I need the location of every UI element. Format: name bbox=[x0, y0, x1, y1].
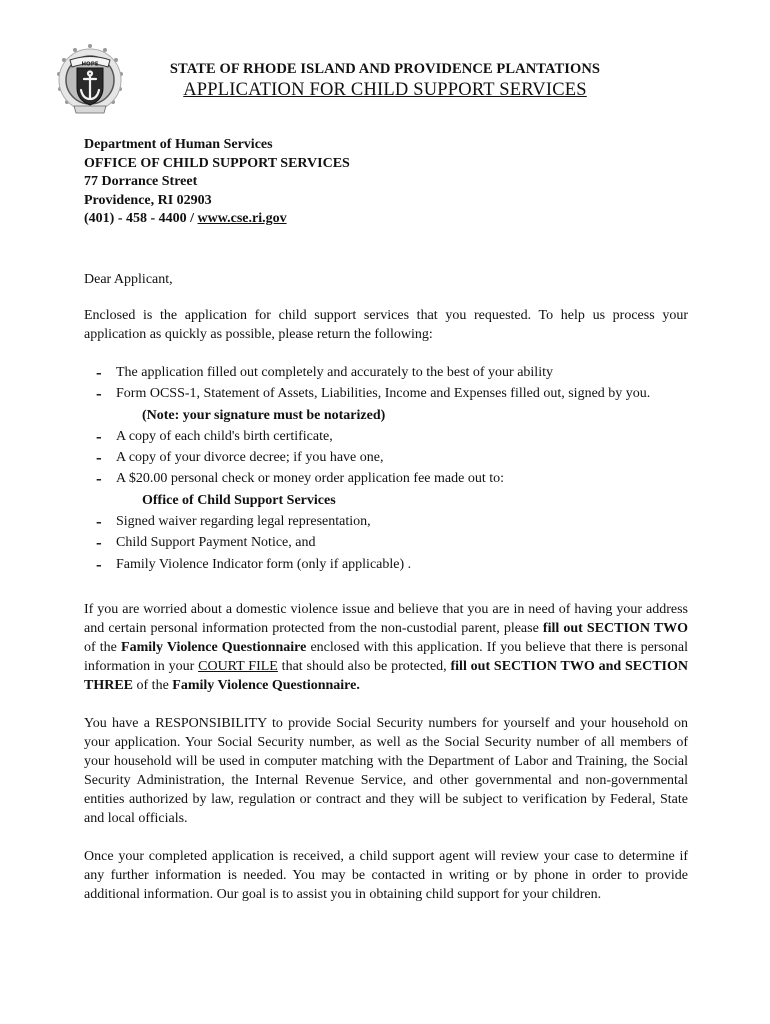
intro-paragraph: Enclosed is the application for child support services that you requested. To help us process your application as quickly as possible, please return the following: bbox=[84, 308, 688, 342]
ssn-responsibility-paragraph: You have a RESPONSIBILITY to provide Social Security numbers for yourself and your household on your application. Your Social Security number, as well as the Social Security number of all members of your household will be used in computer matching with the Department of Labor and Training, the Social Security Administration, the Internal Revenue Service, and other governmental and non-governmental entities authorized by law, regulation or contract and they will be subject to verification by Federal, State and local officials. bbox=[84, 716, 688, 826]
state-seal-anchor-icon bbox=[50, 38, 130, 120]
greeting: Dear Applicant, bbox=[84, 272, 173, 287]
list-item: - A copy of your divorce decree; if you have one, bbox=[96, 448, 384, 468]
bullet-dash: - bbox=[96, 363, 102, 382]
list-item: - Form OCSS-1, Statement of Assets, Liabilities, Income and Expenses filled out, signed by you. bbox=[96, 384, 651, 404]
website-link[interactable]: www.cse.ri.gov bbox=[197, 211, 287, 227]
bullet-dash: - bbox=[96, 469, 102, 489]
state-title: STATE OF RHODE ISLAND AND PROVIDENCE PLANTATIONS bbox=[169, 61, 601, 77]
application-title: APPLICATION FOR CHILD SUPPORT SERVICES bbox=[183, 80, 587, 100]
domestic-violence-paragraph: If you are worried about a domestic violence issue and believe that you are in need of having your address and certain personal information protected from the non-custodial parent, please fill out SECTION TWO of the Family Violence Questionnaire enclosed with this application. If you believe that there is personal information in your COURT FILE that should also be protected, fill out SECTION TWO and SECTION THREE of the Family Violence Questionnaire. bbox=[84, 602, 689, 693]
list-item: - Child Support Payment Notice, and bbox=[96, 533, 316, 553]
address-block bbox=[84, 136, 350, 229]
list-item: - Signed waiver regarding legal representation, bbox=[96, 512, 371, 532]
phone-number: (401) - 458 - 4400 / bbox=[84, 211, 198, 227]
office-name: OFFICE OF CHILD SUPPORT SERVICES bbox=[84, 155, 350, 171]
city-state-zip: Providence, RI 02903 bbox=[84, 192, 212, 208]
street-address: 77 Dorrance Street bbox=[84, 174, 198, 190]
bullet-dash: - bbox=[96, 426, 102, 446]
list-item-note: (Note: your signature must be notarized) bbox=[142, 407, 386, 423]
bullet-dash: - bbox=[96, 448, 102, 468]
bullet-dash: - bbox=[96, 512, 102, 532]
svg-text:HOPE: HOPE bbox=[81, 61, 99, 68]
list-item: - Family Violence Indicator form (only if applicable) . bbox=[96, 554, 412, 574]
list-item: - A copy of each child's birth certificate, bbox=[96, 426, 333, 446]
list-item: - A $20.00 personal check or money order application fee made out to: bbox=[96, 469, 504, 489]
bullet-dash: - bbox=[96, 554, 102, 574]
closing-paragraph: Once your completed application is received, a child support agent will review your case to determine if any further information is needed. You may be contacted in writing or by phone in order to provide additional information. Our goal is to assist you in obtaining child support for your children. bbox=[84, 849, 688, 902]
bullet-dash: - bbox=[96, 384, 102, 404]
required-documents-list bbox=[84, 362, 704, 575]
list-item-note: Office of Child Support Services bbox=[142, 492, 336, 508]
department-name: Department of Human Services bbox=[84, 137, 273, 152]
bullet-dash: - bbox=[96, 533, 102, 553]
contact-line bbox=[84, 210, 350, 229]
list-item: - The application filled out completely and accurately to the best of your ability bbox=[96, 363, 553, 382]
